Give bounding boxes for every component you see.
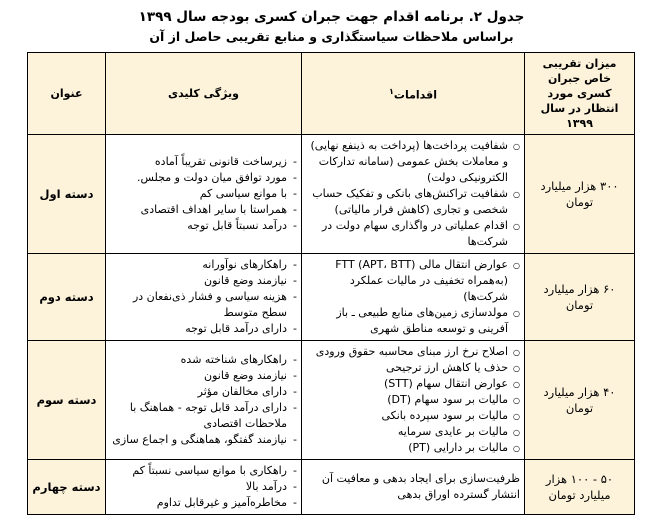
cell-category-title: دسته سوم xyxy=(28,341,106,460)
cell-features xyxy=(106,135,302,254)
page-title xyxy=(28,8,635,46)
list-item: ○ مالیات بر دارایی (PT) xyxy=(306,440,520,456)
list-item: ○ اصلاح نرخ ارز مبنای محاسبه حقوق ورودی xyxy=(306,344,520,360)
table-row xyxy=(28,135,635,254)
column-header-actions-label: اقدامات xyxy=(393,88,437,102)
footnote-marker: ۱ xyxy=(389,87,394,97)
list-item: ○ مالیات بر عایدی سرمایه xyxy=(306,424,520,440)
table-header xyxy=(28,53,635,135)
column-header-amount: میزان تقریبی خاص جبران کسری مورد انتظار در سال ۱۳۹۹ xyxy=(525,53,635,135)
budget-deficit-table xyxy=(27,52,635,515)
list-item: ○ مولدسازی زمین‌های منابع طبیعی ـ باز آفرینی و توسعه مناطق شهری xyxy=(306,305,520,337)
title-line-secondary: براساس ملاحظات سیاستگذاری و منابع تقریبی حاصل از آن xyxy=(149,29,514,44)
list-item: ○ شفافیت پرداخت‌ها (پرداخت به ذینفع نهایی) و معاملات بخش عمومی (سامانه تدارکات الکترونیکی دولت) xyxy=(306,138,520,186)
cell-actions xyxy=(302,135,525,254)
cell-actions xyxy=(302,460,525,515)
list-item: ○ شفافیت تراکنش‌های بانکی و تفکیک حساب شخصی و تجاری (کاهش فرار مالیاتی) xyxy=(306,186,520,218)
list-item: - راهکارهای شناخته شده xyxy=(110,352,297,368)
list-item: - نیازمند وضع قانون xyxy=(110,273,297,289)
cell-amount: ۵۰ - ۱۰۰ هزار میلیارد تومان xyxy=(525,460,635,515)
table-row xyxy=(28,460,635,515)
column-header-title: عنوان xyxy=(28,53,106,135)
title-line-primary: جدول ۲. برنامه اقدام جهت جبران کسری بودجه سال ۱۳۹۹ xyxy=(138,9,525,25)
list-item: - دارای مخالفان مؤثر xyxy=(110,384,297,400)
cell-actions xyxy=(302,341,525,460)
cell-category-title: دسته چهارم xyxy=(28,460,106,515)
list-item: - نیازمند گفتگو، هماهنگی و اجماع سازی xyxy=(110,432,297,448)
cell-features xyxy=(106,254,302,341)
list-item: - مورد توافق میان دولت و مجلس. xyxy=(110,170,297,186)
cell-category-title: دسته اول xyxy=(28,135,106,254)
cell-category-title: دسته دوم xyxy=(28,254,106,341)
cell-amount: ۶۰ هزار میلیارد تومان xyxy=(525,254,635,341)
table-header-row xyxy=(28,53,635,135)
list-item: - زیرساخت قانونی تقریباً آماده xyxy=(110,154,297,170)
cell-features xyxy=(106,460,302,515)
table-row xyxy=(28,341,635,460)
list-item: - راهکاری با موانع سیاسی نسبتاً کم xyxy=(110,463,297,479)
list-item: - دارای درآمد قابل توجه xyxy=(110,321,297,337)
list-item: - با موانع سیاسی کم xyxy=(110,186,297,202)
list-item: - راهکارهای نوآورانه xyxy=(110,257,297,273)
cell-amount: ۴۰ هزار میلیارد تومان xyxy=(525,341,635,460)
list-item: ○ عوارض انتقال مالی FTT (APT، BTT) (به‌همراه تخفیف در مالیات عملکرد شرکت‌ها) xyxy=(306,257,520,305)
list-item: ظرفیت‌سازی برای ایجاد بدهی و معافیت آن انتشار گسترده اوراق بدهی xyxy=(321,472,520,501)
list-item: - درآمد بالا xyxy=(110,479,297,495)
list-item: - هزینه سیاسی و فشار ذی‌نفعان در سطح متوسط xyxy=(110,289,297,321)
cell-features xyxy=(106,341,302,460)
list-item: ○ اقدام عملیاتی در واگذاری سهام دولت در شرکت‌ها xyxy=(306,218,520,250)
list-item: ○ مالیات بر سود سپرده بانکی xyxy=(306,408,520,424)
list-item: ○ حذف یا کاهش ارز ترجیحی xyxy=(306,360,520,376)
cell-amount: ۳۰۰ هزار میلیارد تومان xyxy=(525,135,635,254)
list-item: ○ عوارض انتقال سهام (STT) xyxy=(306,376,520,392)
cell-actions xyxy=(302,254,525,341)
table-row xyxy=(28,254,635,341)
list-item: ○ مالیات بر سود سهام (DT) xyxy=(306,392,520,408)
list-item: - درآمد نسبتاً قابل توجه xyxy=(110,218,297,234)
column-header-features: ویژگی کلیدی xyxy=(106,53,302,135)
table-body xyxy=(28,135,635,515)
list-item: - دارای درآمد قابل توجه - هماهنگ با ملاحظات اقتصادی xyxy=(110,400,297,432)
column-header-actions xyxy=(302,53,525,135)
list-item: - مخاطره‌آمیز و غیرقابل تداوم xyxy=(110,495,297,511)
list-item: - نیازمند وضع قانون xyxy=(110,368,297,384)
list-item: - همراستا با سایر اهداف اقتصادی xyxy=(110,202,297,218)
